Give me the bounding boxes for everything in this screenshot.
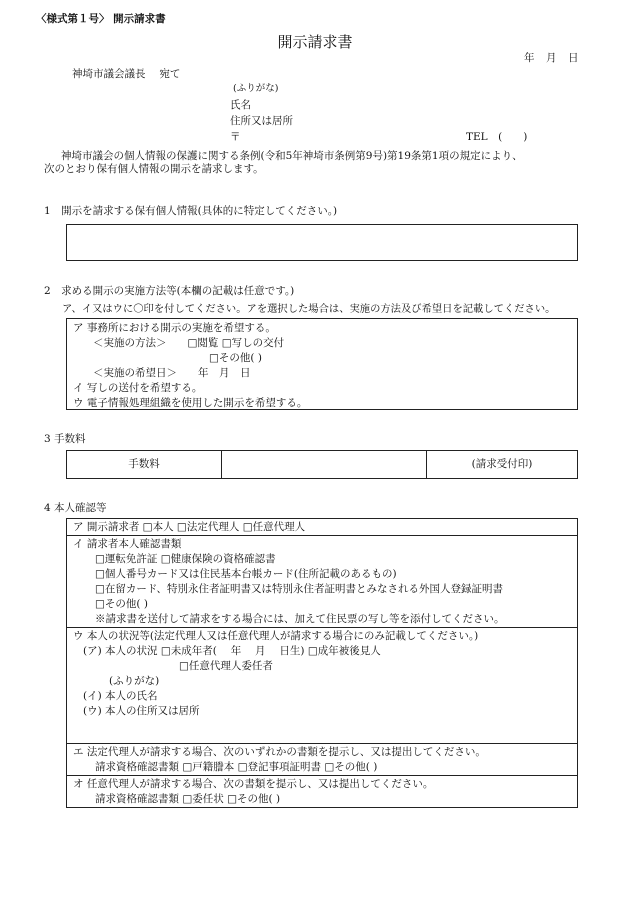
voluntary-agent-docs[interactable]: 請求資格確認書類 □委任状 □その他( ) [95, 793, 281, 805]
id-docs-note: ※請求書を送付して請求をする場合には、加えて住民票の写し等を添付してください。 [95, 613, 505, 625]
form-number: 〈様式第１号〉 開示請求書 [36, 13, 166, 25]
row-i [67, 536, 577, 628]
identity-box [66, 518, 578, 808]
id-docs-title: イ 請求者本人確認書類 [73, 538, 182, 550]
section3-heading: 3 手数料 [44, 433, 86, 445]
fee-label: 手数料 [67, 451, 222, 479]
option-a[interactable]: ア 事務所における開示の実施を希望する。 [73, 322, 276, 334]
method-options[interactable]: ＜実施の方法＞ □閲覧 □写しの交付 [93, 337, 285, 349]
requester-type[interactable]: ア 開示請求者 □本人 □法定代理人 □任意代理人 [73, 521, 306, 533]
principal-status-title: ウ 本人の状況等(法定代理人又は任意代理人が請求する場合にのみ記載してください。) [73, 630, 479, 642]
option-u[interactable]: ウ 電子情報処理組織を使用した開示を希望する。 [73, 397, 308, 409]
id-doc-3[interactable]: □在留カード、特別永住者証明書又は特別永住者証明書とみなされる外国人登録証明書 [95, 583, 503, 595]
option-i[interactable]: イ 写しの送付を希望する。 [73, 382, 203, 394]
postal-mark: 〒 [230, 131, 241, 143]
furigana-label: (ふりがな) [233, 83, 279, 94]
desired-date[interactable]: ＜実施の希望日＞ 年 月 日 [93, 367, 251, 379]
fee-table [66, 450, 578, 479]
personal-info-field[interactable] [66, 224, 578, 261]
principal-furigana: (ふりがな) [109, 675, 160, 687]
section2-heading: 2 求める開示の実施方法等(本欄の記載は任意です。) [44, 285, 295, 297]
method-other[interactable]: □その他( ) [209, 352, 262, 364]
intro-line-2: 次のとおり保有個人情報の開示を請求します。 [44, 162, 264, 175]
row-a [67, 519, 577, 536]
intro-paragraph [45, 150, 605, 175]
principal-status-2[interactable]: □任意代理人委任者 [179, 660, 273, 672]
row-u [67, 628, 577, 744]
address-label: 住所又は居所 [230, 115, 293, 127]
tel-label: TEL ( ) [466, 131, 528, 143]
id-doc-4[interactable]: □その他( ) [95, 598, 148, 610]
addressee: 神埼市議会議長 宛て [72, 68, 181, 80]
principal-space-3 [73, 735, 571, 743]
fee-value[interactable] [222, 451, 427, 479]
name-label: 氏名 [230, 99, 251, 111]
id-doc-1[interactable]: □運転免許証 □健康保険の資格確認書 [95, 553, 276, 565]
principal-status[interactable]: (ア) 本人の状況 □未成年者( 年 月 日生) □成年被後見人 [83, 645, 381, 657]
intro-line-1: 神埼市議会の個人情報の保護に関する条例(令和5年神埼市条例第9号)第19条第1項の規定により、 [61, 150, 523, 162]
row-e [67, 744, 577, 776]
legal-agent-docs[interactable]: 請求資格確認書類 □戸籍謄本 □登記事項証明書 □その他( ) [95, 761, 378, 773]
section2-note: ア、イ又はウに〇印を付してください。アを選択した場合は、実施の方法及び希望日を記載してください。 [62, 303, 556, 315]
principal-space-2 [73, 727, 571, 735]
row-o [67, 776, 577, 807]
voluntary-agent-title: オ 任意代理人が請求する場合、次の書類を提示し、又は提出してください。 [73, 778, 434, 790]
principal-address[interactable]: (ウ) 本人の住所又は居所 [83, 705, 200, 717]
section4-heading: 4 本人確認等 [44, 502, 107, 514]
id-doc-2[interactable]: □個人番号カード又は住民基本台帳カード(住所記載のあるもの) [95, 568, 397, 580]
principal-name[interactable]: (イ) 本人の氏名 [83, 690, 158, 702]
receipt-stamp: (請求受付印) [427, 451, 578, 479]
legal-agent-title: エ 法定代理人が請求する場合、次のいずれかの書類を提示し、又は提出してください。 [73, 746, 486, 758]
principal-space [73, 719, 571, 727]
disclosure-method-box [66, 318, 578, 410]
page-title: 開示請求書 [277, 33, 353, 51]
section1-heading: 1 開示を請求する保有個人情報(具体的に特定してください。) [44, 205, 338, 217]
request-date: 年 月 日 [524, 52, 579, 64]
